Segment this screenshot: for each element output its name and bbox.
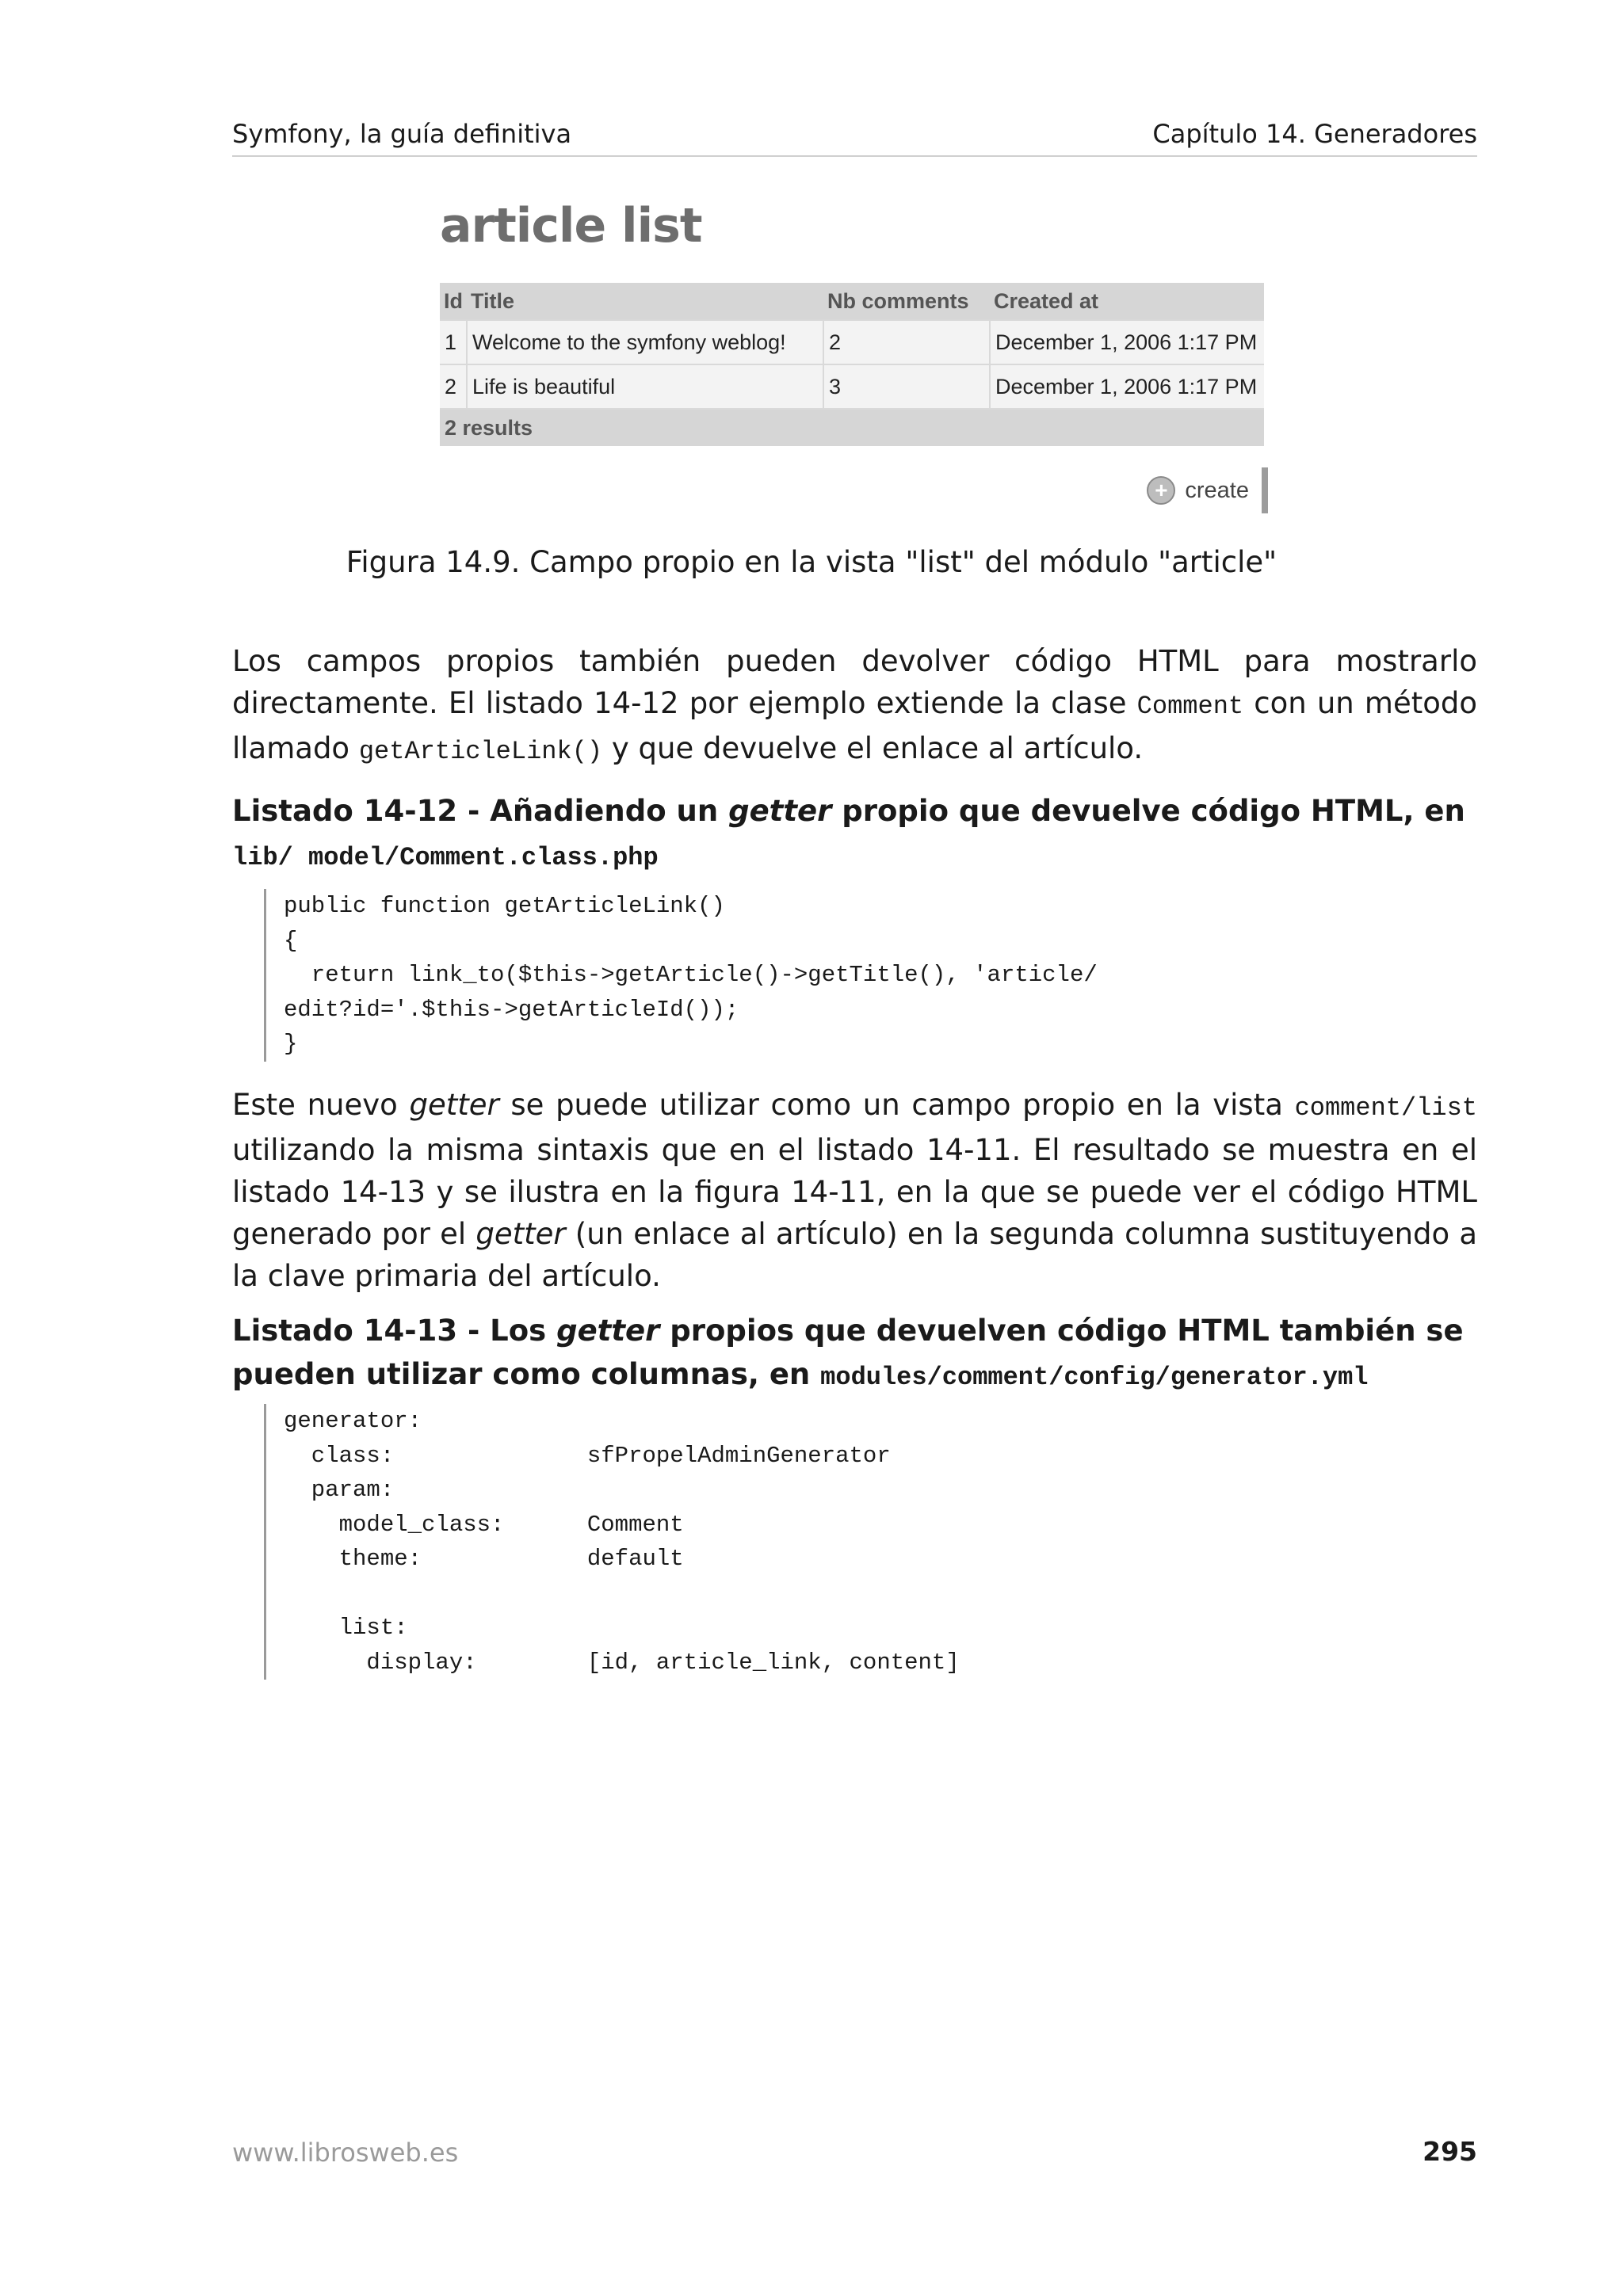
code-block-14-12: public function getArticleLink() { return link_to($this->getArticle()->getTitle(), 'article/ edit?id='.$this->getArticleId()); } [264,889,1098,1062]
results-count: 2 results [440,409,1264,446]
page-number: 295 [1423,2136,1477,2167]
book-title: Symfony, la guía definitiva [232,119,572,149]
table-header-row [440,283,1264,320]
emphasis: getter [728,794,832,828]
cell-title[interactable]: Welcome to the symfony weblog! [467,320,823,364]
figure-page-title: article list [440,198,702,254]
running-header [232,119,1477,157]
table-footer-row [440,409,1264,446]
code-block-14-13: generator: class: sfPropelAdminGenerator param: model_class: Comment theme: default list: display: [id, article_link, content] [264,1404,960,1680]
paragraph-custom-fields [232,640,1477,772]
emphasis: getter [409,1088,499,1122]
listing-14-12-title [232,789,1477,879]
listing-14-13-title [232,1309,1477,1399]
cell-id: 2 [440,364,467,409]
inline-code: modules/comment/config/generator.yml [820,1363,1369,1392]
create-button[interactable] [1147,467,1268,513]
column-header-nb-comments[interactable]: Nb comments [823,283,990,320]
column-header-created-at[interactable]: Created at [990,283,1264,320]
inline-code: getArticleLink() [358,737,603,766]
text: (un enlace al artículo) en la segunda columna sustituyendo a la clave primaria del artículo. [232,1217,1478,1293]
article-list-screenshot [440,198,1268,515]
column-header-title[interactable]: Title [467,283,823,320]
inline-code: comment/list [1294,1093,1477,1123]
create-label: create [1185,477,1249,503]
cell-nb-comments: 2 [823,320,990,364]
cell-nb-comments: 3 [823,364,990,409]
table-row[interactable] [440,320,1264,364]
text: Listado 14-13 - Los [232,1314,557,1348]
text: Este nuevo [232,1088,410,1122]
column-header-id[interactable]: Id [440,283,467,320]
plus-circle-icon: + [1147,476,1175,505]
cell-created-at: December 1, 2006 1:17 PM [990,320,1264,364]
table-row[interactable] [440,364,1264,409]
figure-caption: Figura 14.9. Campo propio en la vista "list" del módulo "article" [346,545,1277,579]
inline-code: lib/ model/Comment.class.php [232,843,659,872]
text: se puede utilizar como un campo propio en la vista [498,1088,1295,1122]
text: Los campos propios también pueden devolver código HTML para mostrarlo directamente. El listado 14-12 por ejemplo extiende la clase [232,644,1477,720]
chapter-title: Capítulo 14. Generadores [1152,119,1477,149]
text: Listado 14-12 - Añadiendo un [232,794,729,828]
text: utilizando la misma sintaxis que en el listado 14-11. El resultado se muestra en el listado 14-13 y se ilustra en la figura 14-11, en la que se puede ver el código HTML generado por el [232,1133,1477,1251]
inline-code: Comment [1136,692,1244,721]
text: propios que devuelven código HTML también se pueden utilizar como columnas, en [232,1314,1464,1391]
footer-website[interactable]: www.librosweb.es [232,2138,459,2168]
emphasis: getter [556,1314,660,1348]
text: y que devuelve el enlace al artículo. [602,731,1144,765]
paragraph-getter-usage [232,1084,1477,1297]
cell-title[interactable]: Life is beautiful [467,364,823,409]
cell-id: 1 [440,320,467,364]
text: con un método llamado [232,686,1477,765]
cell-created-at: December 1, 2006 1:17 PM [990,364,1264,409]
text: propio que devuelve código HTML, en [831,794,1465,828]
emphasis: getter [475,1217,566,1251]
article-table [440,283,1264,446]
